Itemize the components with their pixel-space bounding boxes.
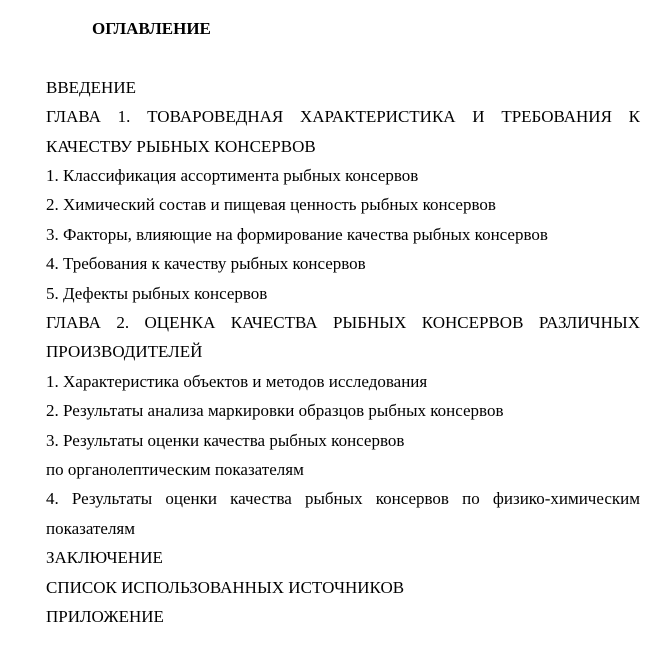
- toc-entry-ch2-item2: 2. Результаты анализа маркировки образцов рыбных консервов: [46, 401, 504, 421]
- toc-entry-ch1-item4: 4. Требования к качеству рыбных консервов: [46, 254, 366, 274]
- toc-entry-ch2-item4-line2: показателям: [46, 518, 136, 538]
- toc-entry-chapter2-line2: ПРОИЗВОДИТЕЛЕЙ: [46, 342, 203, 362]
- toc-entry-conclusion: ЗАКЛЮЧЕНИЕ: [46, 548, 163, 568]
- toc-entry-ch2-item3-line2: по органолептическим показателям: [46, 460, 304, 480]
- toc-entry-appendix: ПРИЛОЖЕНИЕ: [46, 607, 164, 627]
- toc-title: ОГЛАВЛЕНИЕ: [92, 19, 211, 38]
- toc-entry-chapter1-line1: ГЛАВА 1. ТОВАРОВЕДНАЯ ХАРАКТЕРИСТИКА И ТРЕБОВАНИЯ К: [46, 107, 640, 127]
- toc-entry-ch2-item4-line1: 4. Результаты оценки качества рыбных консервов по физико-химическим: [46, 489, 640, 509]
- toc-entry-ch1-item5: 5. Дефекты рыбных консервов: [46, 283, 268, 303]
- toc-entry-chapter2-line1: ГЛАВА 2. ОЦЕНКА КАЧЕСТВА РЫБНЫХ КОНСЕРВОВ РАЗЛИЧНЫХ: [46, 313, 640, 333]
- toc-entry-ch2-item1: 1. Характеристика объектов и методов исследования: [46, 371, 428, 391]
- toc-entry-ch1-item2: 2. Химический состав и пищевая ценность рыбных консервов: [46, 195, 496, 215]
- toc-entry-ch1-item1: 1. Классификация ассортимента рыбных консервов: [46, 166, 419, 186]
- toc-entry-chapter1-line2: КАЧЕСТВУ РЫБНЫХ КОНСЕРВОВ: [46, 136, 316, 156]
- toc-entry-ch2-item3-line1: 3. Результаты оценки качества рыбных консервов: [46, 430, 405, 450]
- toc-entry-ch1-item3: 3. Факторы, влияющие на формирование качества рыбных консервов: [46, 224, 548, 244]
- toc-entry-introduction: ВВЕДЕНИЕ: [46, 77, 136, 97]
- toc-entry-references: СПИСОК ИСПОЛЬЗОВАННЫХ ИСТОЧНИКОВ: [46, 577, 405, 597]
